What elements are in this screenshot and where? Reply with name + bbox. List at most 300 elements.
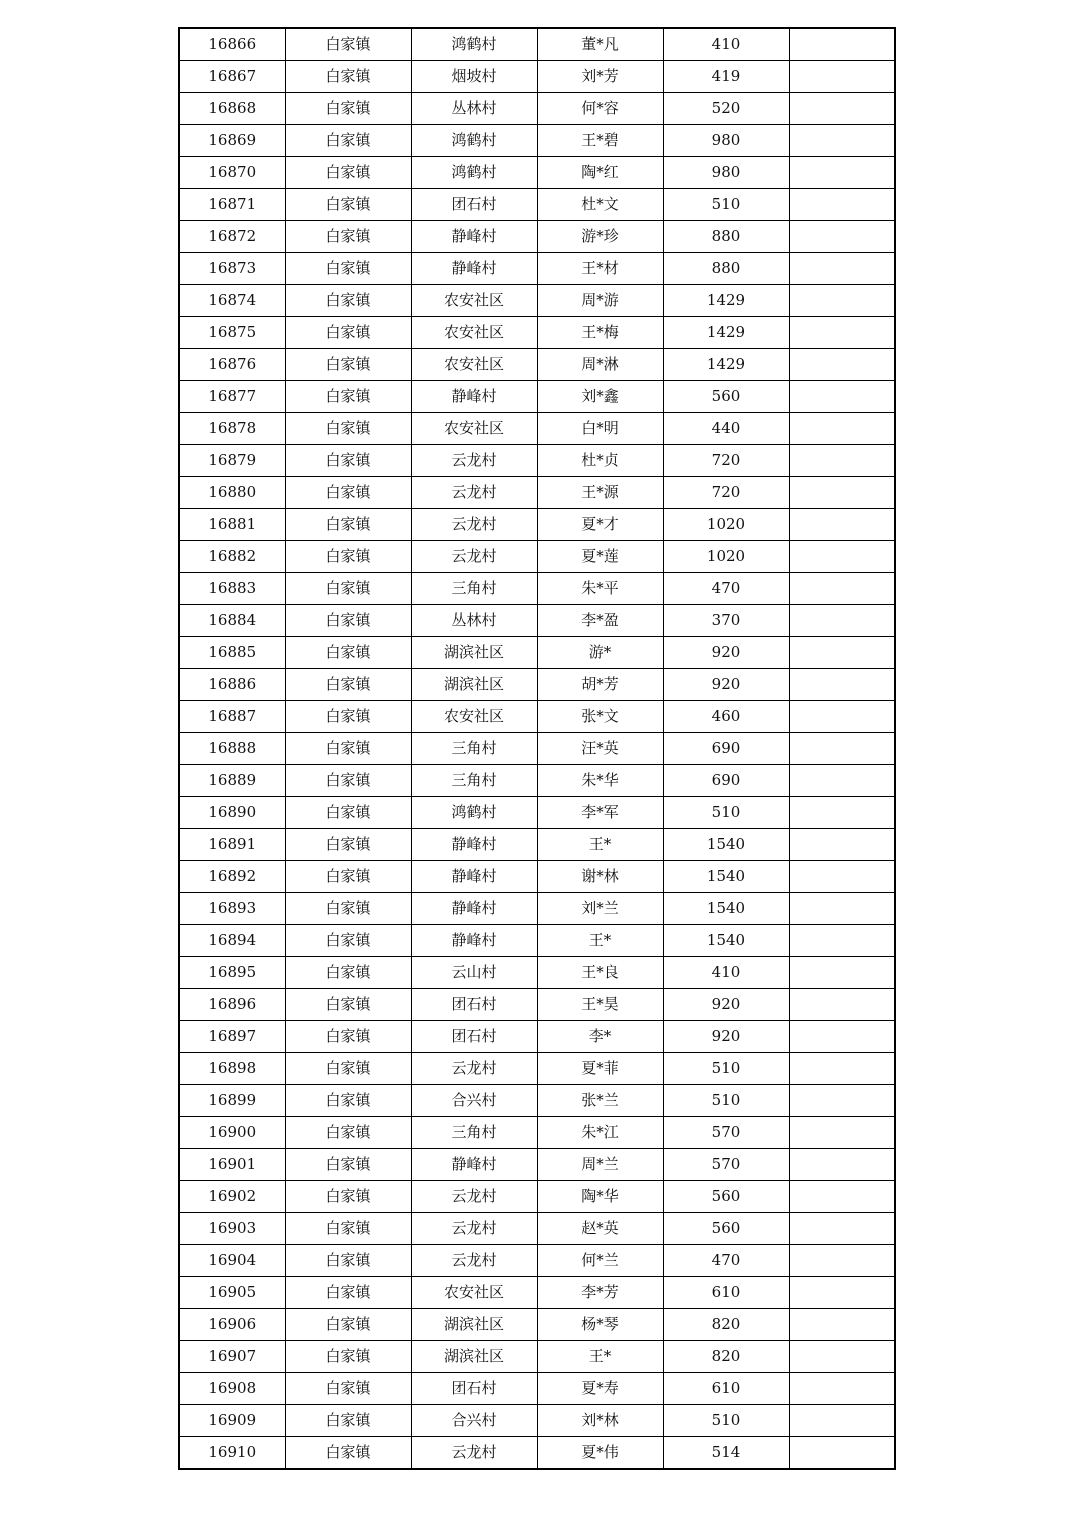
row-id-cell: 16870: [179, 157, 285, 189]
row-id-cell: 16892: [179, 861, 285, 893]
town-cell: 白家镇: [285, 829, 411, 861]
roster-table-body: [179, 28, 895, 1469]
row-id-cell: 16896: [179, 989, 285, 1021]
amount-cell: 1020: [663, 509, 789, 541]
town-cell: 白家镇: [285, 1277, 411, 1309]
town-cell: 白家镇: [285, 221, 411, 253]
amount-cell: 720: [663, 445, 789, 477]
table-row: [179, 1245, 895, 1277]
note-cell: [789, 1341, 895, 1373]
town-cell: 白家镇: [285, 1053, 411, 1085]
row-id-cell: 16900: [179, 1117, 285, 1149]
village-cell: 云山村: [411, 957, 537, 989]
village-cell: 湖滨社区: [411, 1309, 537, 1341]
table-row: [179, 285, 895, 317]
name-cell: 刘*鑫: [537, 381, 663, 413]
village-cell: 烟坡村: [411, 61, 537, 93]
row-id-cell: 16885: [179, 637, 285, 669]
village-cell: 三角村: [411, 573, 537, 605]
name-cell: 周*游: [537, 285, 663, 317]
amount-cell: 470: [663, 573, 789, 605]
town-cell: 白家镇: [285, 349, 411, 381]
village-cell: 三角村: [411, 765, 537, 797]
village-cell: 云龙村: [411, 477, 537, 509]
row-id-cell: 16893: [179, 893, 285, 925]
note-cell: [789, 1373, 895, 1405]
town-cell: 白家镇: [285, 1117, 411, 1149]
amount-cell: 920: [663, 669, 789, 701]
note-cell: [789, 349, 895, 381]
row-id-cell: 16889: [179, 765, 285, 797]
amount-cell: 370: [663, 605, 789, 637]
village-cell: 鸿鹤村: [411, 28, 537, 61]
note-cell: [789, 861, 895, 893]
note-cell: [789, 509, 895, 541]
name-cell: 刘*兰: [537, 893, 663, 925]
table-row: [179, 701, 895, 733]
name-cell: 夏*才: [537, 509, 663, 541]
row-id-cell: 16888: [179, 733, 285, 765]
note-cell: [789, 125, 895, 157]
town-cell: 白家镇: [285, 28, 411, 61]
table-row: [179, 1341, 895, 1373]
row-id-cell: 16910: [179, 1437, 285, 1470]
amount-cell: 610: [663, 1373, 789, 1405]
village-cell: 云龙村: [411, 1245, 537, 1277]
name-cell: 王*: [537, 925, 663, 957]
table-row: [179, 253, 895, 285]
village-cell: 鸿鹤村: [411, 157, 537, 189]
row-id-cell: 16877: [179, 381, 285, 413]
note-cell: [789, 93, 895, 125]
row-id-cell: 16869: [179, 125, 285, 157]
note-cell: [789, 189, 895, 221]
village-cell: 农安社区: [411, 317, 537, 349]
row-id-cell: 16868: [179, 93, 285, 125]
note-cell: [789, 925, 895, 957]
town-cell: 白家镇: [285, 765, 411, 797]
amount-cell: 920: [663, 989, 789, 1021]
town-cell: 白家镇: [285, 733, 411, 765]
town-cell: 白家镇: [285, 637, 411, 669]
village-cell: 合兴村: [411, 1405, 537, 1437]
town-cell: 白家镇: [285, 989, 411, 1021]
village-cell: 湖滨社区: [411, 1341, 537, 1373]
amount-cell: 560: [663, 1213, 789, 1245]
table-row: [179, 765, 895, 797]
row-id-cell: 16908: [179, 1373, 285, 1405]
town-cell: 白家镇: [285, 93, 411, 125]
note-cell: [789, 957, 895, 989]
name-cell: 张*兰: [537, 1085, 663, 1117]
row-id-cell: 16886: [179, 669, 285, 701]
note-cell: [789, 28, 895, 61]
amount-cell: 410: [663, 28, 789, 61]
town-cell: 白家镇: [285, 1405, 411, 1437]
row-id-cell: 16881: [179, 509, 285, 541]
amount-cell: 980: [663, 125, 789, 157]
table-row: [179, 1213, 895, 1245]
amount-cell: 920: [663, 637, 789, 669]
amount-cell: 1429: [663, 285, 789, 317]
amount-cell: 880: [663, 253, 789, 285]
table-row: [179, 1085, 895, 1117]
amount-cell: 1429: [663, 317, 789, 349]
table-row: [179, 1277, 895, 1309]
amount-cell: 510: [663, 1405, 789, 1437]
note-cell: [789, 221, 895, 253]
name-cell: 周*兰: [537, 1149, 663, 1181]
table-row: [179, 221, 895, 253]
note-cell: [789, 1085, 895, 1117]
note-cell: [789, 541, 895, 573]
note-cell: [789, 573, 895, 605]
town-cell: 白家镇: [285, 1181, 411, 1213]
name-cell: 张*文: [537, 701, 663, 733]
name-cell: 游*: [537, 637, 663, 669]
village-cell: 三角村: [411, 1117, 537, 1149]
town-cell: 白家镇: [285, 285, 411, 317]
village-cell: 静峰村: [411, 829, 537, 861]
name-cell: 刘*林: [537, 1405, 663, 1437]
name-cell: 夏*寿: [537, 1373, 663, 1405]
roster-table: [178, 27, 896, 1470]
row-id-cell: 16904: [179, 1245, 285, 1277]
name-cell: 李*军: [537, 797, 663, 829]
town-cell: 白家镇: [285, 573, 411, 605]
village-cell: 鸿鹤村: [411, 797, 537, 829]
village-cell: 团石村: [411, 1373, 537, 1405]
village-cell: 云龙村: [411, 541, 537, 573]
village-cell: 鸿鹤村: [411, 125, 537, 157]
amount-cell: 880: [663, 221, 789, 253]
row-id-cell: 16909: [179, 1405, 285, 1437]
amount-cell: 820: [663, 1341, 789, 1373]
table-row: [179, 61, 895, 93]
table-row: [179, 317, 895, 349]
village-cell: 团石村: [411, 1021, 537, 1053]
table-row: [179, 1309, 895, 1341]
table-row: [179, 861, 895, 893]
town-cell: 白家镇: [285, 509, 411, 541]
town-cell: 白家镇: [285, 669, 411, 701]
town-cell: 白家镇: [285, 1341, 411, 1373]
town-cell: 白家镇: [285, 925, 411, 957]
name-cell: 周*淋: [537, 349, 663, 381]
name-cell: 夏*莲: [537, 541, 663, 573]
note-cell: [789, 797, 895, 829]
row-id-cell: 16871: [179, 189, 285, 221]
table-row: [179, 477, 895, 509]
village-cell: 云龙村: [411, 1053, 537, 1085]
village-cell: 静峰村: [411, 253, 537, 285]
name-cell: 夏*伟: [537, 1437, 663, 1470]
note-cell: [789, 989, 895, 1021]
amount-cell: 514: [663, 1437, 789, 1470]
note-cell: [789, 1181, 895, 1213]
row-id-cell: 16903: [179, 1213, 285, 1245]
amount-cell: 570: [663, 1117, 789, 1149]
row-id-cell: 16880: [179, 477, 285, 509]
name-cell: 何*容: [537, 93, 663, 125]
table-row: [179, 1117, 895, 1149]
name-cell: 董*凡: [537, 28, 663, 61]
table-row: [179, 797, 895, 829]
row-id-cell: 16876: [179, 349, 285, 381]
table-row: [179, 1373, 895, 1405]
row-id-cell: 16866: [179, 28, 285, 61]
town-cell: 白家镇: [285, 317, 411, 349]
amount-cell: 510: [663, 1053, 789, 1085]
table-row: [179, 1149, 895, 1181]
amount-cell: 1429: [663, 349, 789, 381]
table-row: [179, 1053, 895, 1085]
row-id-cell: 16895: [179, 957, 285, 989]
amount-cell: 690: [663, 765, 789, 797]
town-cell: 白家镇: [285, 957, 411, 989]
town-cell: 白家镇: [285, 1309, 411, 1341]
row-id-cell: 16879: [179, 445, 285, 477]
note-cell: [789, 637, 895, 669]
name-cell: 白*明: [537, 413, 663, 445]
table-row: [179, 605, 895, 637]
note-cell: [789, 1053, 895, 1085]
name-cell: 李*: [537, 1021, 663, 1053]
table-row: [179, 28, 895, 61]
name-cell: 朱*华: [537, 765, 663, 797]
table-row: [179, 1437, 895, 1470]
amount-cell: 520: [663, 93, 789, 125]
note-cell: [789, 1149, 895, 1181]
name-cell: 汪*英: [537, 733, 663, 765]
note-cell: [789, 1117, 895, 1149]
table-row: [179, 1405, 895, 1437]
amount-cell: 1540: [663, 893, 789, 925]
amount-cell: 920: [663, 1021, 789, 1053]
row-id-cell: 16897: [179, 1021, 285, 1053]
note-cell: [789, 701, 895, 733]
note-cell: [789, 413, 895, 445]
note-cell: [789, 61, 895, 93]
name-cell: 赵*英: [537, 1213, 663, 1245]
amount-cell: 440: [663, 413, 789, 445]
row-id-cell: 16873: [179, 253, 285, 285]
town-cell: 白家镇: [285, 189, 411, 221]
village-cell: 云龙村: [411, 1213, 537, 1245]
town-cell: 白家镇: [285, 1245, 411, 1277]
village-cell: 静峰村: [411, 861, 537, 893]
table-row: [179, 189, 895, 221]
note-cell: [789, 285, 895, 317]
note-cell: [789, 1245, 895, 1277]
village-cell: 三角村: [411, 733, 537, 765]
village-cell: 合兴村: [411, 1085, 537, 1117]
note-cell: [789, 733, 895, 765]
row-id-cell: 16891: [179, 829, 285, 861]
village-cell: 云龙村: [411, 1437, 537, 1470]
amount-cell: 460: [663, 701, 789, 733]
village-cell: 云龙村: [411, 509, 537, 541]
village-cell: 湖滨社区: [411, 669, 537, 701]
town-cell: 白家镇: [285, 125, 411, 157]
village-cell: 静峰村: [411, 221, 537, 253]
amount-cell: 610: [663, 1277, 789, 1309]
town-cell: 白家镇: [285, 61, 411, 93]
row-id-cell: 16890: [179, 797, 285, 829]
name-cell: 朱*江: [537, 1117, 663, 1149]
village-cell: 农安社区: [411, 1277, 537, 1309]
town-cell: 白家镇: [285, 861, 411, 893]
name-cell: 王*梅: [537, 317, 663, 349]
village-cell: 静峰村: [411, 925, 537, 957]
note-cell: [789, 669, 895, 701]
town-cell: 白家镇: [285, 1085, 411, 1117]
note-cell: [789, 1277, 895, 1309]
name-cell: 刘*芳: [537, 61, 663, 93]
amount-cell: 419: [663, 61, 789, 93]
note-cell: [789, 477, 895, 509]
village-cell: 云龙村: [411, 1181, 537, 1213]
town-cell: 白家镇: [285, 1149, 411, 1181]
table-row: [179, 445, 895, 477]
village-cell: 湖滨社区: [411, 637, 537, 669]
amount-cell: 560: [663, 381, 789, 413]
row-id-cell: 16887: [179, 701, 285, 733]
town-cell: 白家镇: [285, 1213, 411, 1245]
town-cell: 白家镇: [285, 701, 411, 733]
note-cell: [789, 445, 895, 477]
table-row: [179, 157, 895, 189]
name-cell: 王*良: [537, 957, 663, 989]
table-row: [179, 733, 895, 765]
amount-cell: 560: [663, 1181, 789, 1213]
town-cell: 白家镇: [285, 381, 411, 413]
village-cell: 农安社区: [411, 285, 537, 317]
table-row: [179, 829, 895, 861]
village-cell: 农安社区: [411, 701, 537, 733]
village-cell: 团石村: [411, 989, 537, 1021]
table-row: [179, 1181, 895, 1213]
name-cell: 夏*菲: [537, 1053, 663, 1085]
name-cell: 胡*芳: [537, 669, 663, 701]
amount-cell: 720: [663, 477, 789, 509]
village-cell: 云龙村: [411, 445, 537, 477]
note-cell: [789, 829, 895, 861]
amount-cell: 410: [663, 957, 789, 989]
name-cell: 陶*红: [537, 157, 663, 189]
note-cell: [789, 1021, 895, 1053]
table-row: [179, 925, 895, 957]
row-id-cell: 16902: [179, 1181, 285, 1213]
amount-cell: 510: [663, 189, 789, 221]
note-cell: [789, 253, 895, 285]
village-cell: 丛林村: [411, 93, 537, 125]
note-cell: [789, 1213, 895, 1245]
name-cell: 李*盈: [537, 605, 663, 637]
town-cell: 白家镇: [285, 413, 411, 445]
village-cell: 农安社区: [411, 413, 537, 445]
town-cell: 白家镇: [285, 605, 411, 637]
name-cell: 王*昊: [537, 989, 663, 1021]
row-id-cell: 16872: [179, 221, 285, 253]
note-cell: [789, 381, 895, 413]
name-cell: 谢*林: [537, 861, 663, 893]
town-cell: 白家镇: [285, 541, 411, 573]
name-cell: 杜*贞: [537, 445, 663, 477]
amount-cell: 1540: [663, 861, 789, 893]
table-row: [179, 413, 895, 445]
row-id-cell: 16901: [179, 1149, 285, 1181]
amount-cell: 690: [663, 733, 789, 765]
note-cell: [789, 1405, 895, 1437]
note-cell: [789, 893, 895, 925]
village-cell: 静峰村: [411, 381, 537, 413]
amount-cell: 1540: [663, 829, 789, 861]
village-cell: 静峰村: [411, 893, 537, 925]
row-id-cell: 16907: [179, 1341, 285, 1373]
note-cell: [789, 605, 895, 637]
row-id-cell: 16884: [179, 605, 285, 637]
table-row: [179, 93, 895, 125]
name-cell: 王*: [537, 829, 663, 861]
amount-cell: 820: [663, 1309, 789, 1341]
row-id-cell: 16874: [179, 285, 285, 317]
town-cell: 白家镇: [285, 445, 411, 477]
name-cell: 杨*琴: [537, 1309, 663, 1341]
row-id-cell: 16878: [179, 413, 285, 445]
table-row: [179, 893, 895, 925]
name-cell: 王*源: [537, 477, 663, 509]
name-cell: 陶*华: [537, 1181, 663, 1213]
table-row: [179, 637, 895, 669]
town-cell: 白家镇: [285, 477, 411, 509]
amount-cell: 510: [663, 797, 789, 829]
row-id-cell: 16867: [179, 61, 285, 93]
town-cell: 白家镇: [285, 1373, 411, 1405]
amount-cell: 510: [663, 1085, 789, 1117]
village-cell: 团石村: [411, 189, 537, 221]
town-cell: 白家镇: [285, 893, 411, 925]
table-row: [179, 573, 895, 605]
note-cell: [789, 1437, 895, 1470]
note-cell: [789, 157, 895, 189]
row-id-cell: 16899: [179, 1085, 285, 1117]
amount-cell: 980: [663, 157, 789, 189]
row-id-cell: 16883: [179, 573, 285, 605]
village-cell: 丛林村: [411, 605, 537, 637]
village-cell: 农安社区: [411, 349, 537, 381]
note-cell: [789, 1309, 895, 1341]
name-cell: 李*芳: [537, 1277, 663, 1309]
table-row: [179, 957, 895, 989]
town-cell: 白家镇: [285, 253, 411, 285]
name-cell: 朱*平: [537, 573, 663, 605]
town-cell: 白家镇: [285, 1021, 411, 1053]
name-cell: 王*碧: [537, 125, 663, 157]
note-cell: [789, 765, 895, 797]
row-id-cell: 16906: [179, 1309, 285, 1341]
table-row: [179, 669, 895, 701]
table-row: [179, 541, 895, 573]
town-cell: 白家镇: [285, 797, 411, 829]
table-row: [179, 989, 895, 1021]
table-row: [179, 509, 895, 541]
table-row: [179, 349, 895, 381]
row-id-cell: 16882: [179, 541, 285, 573]
name-cell: 游*珍: [537, 221, 663, 253]
row-id-cell: 16894: [179, 925, 285, 957]
row-id-cell: 16905: [179, 1277, 285, 1309]
